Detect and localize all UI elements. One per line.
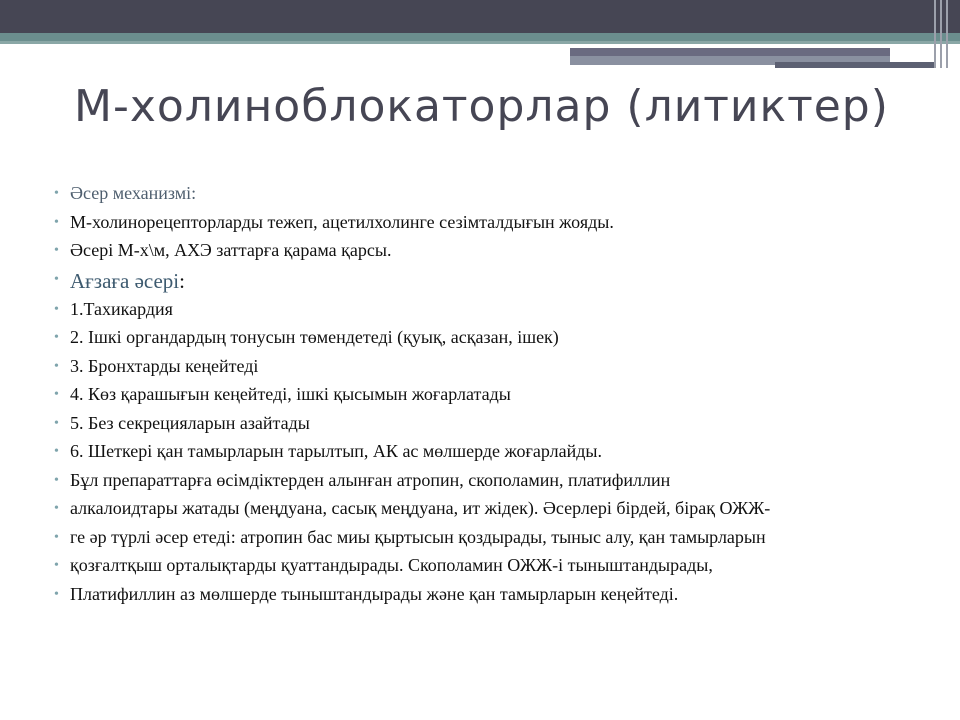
- bullet-marker-icon: •: [54, 472, 59, 488]
- bullet-text: 2. Ішкі органдардың тонусын төмендетеді (қуық, асқазан, ішек): [70, 327, 559, 347]
- bullet-item: [54, 411, 934, 436]
- bullet-marker-icon: •: [54, 243, 59, 258]
- decor-vertical-line: [946, 0, 948, 68]
- bullet-item: [54, 297, 934, 322]
- bullet-marker-icon: •: [54, 186, 59, 201]
- bullet-item: [54, 210, 934, 235]
- bullet-text: Бұл препараттарға өсімдіктерден алынған атропин, скополамин, платифиллин: [70, 469, 671, 490]
- bullet-item: [54, 525, 934, 550]
- bullet-item: [54, 496, 934, 521]
- bullet-marker-icon: •: [54, 586, 59, 602]
- bullet-item: [54, 439, 934, 464]
- bullet-suffix: :: [179, 268, 185, 293]
- decor-vertical-line: [934, 0, 936, 68]
- bullet-text: алкалоидтары жатады (меңдуана, сасық меңдуана, ит жідек). Әсерлері бірдей, бірақ ОЖЖ-: [70, 498, 771, 518]
- bullet-marker-icon: •: [54, 444, 59, 459]
- bullet-text: 4. Көз қарашығын кеңейтеді, ішкі қысымын жоғарлатады: [70, 384, 511, 404]
- top-dark-band: [0, 0, 960, 33]
- bullet-text: М-холинорецепторларды тежеп, ацетилхолинге сезімталдығын жояды.: [70, 211, 614, 232]
- bullet-text: Әсері М-х\м, АХЭ заттарға қарама қарсы.: [70, 240, 392, 260]
- top-teal-band-light: [0, 41, 960, 44]
- bullet-text: қозғалтқыш орталықтарды қуаттандырады. Скополамин ОЖЖ-і тыныштандырады,: [70, 555, 713, 575]
- bullet-item: [54, 382, 934, 407]
- decor-vertical-line: [940, 0, 942, 68]
- bullet-item: [54, 354, 934, 379]
- bullet-marker-icon: •: [54, 387, 59, 402]
- bullet-text: ге әр түрлі әсер етеді: атропин бас миы қыртысын қоздырады, тыныс алу, қан тамырларын: [70, 526, 766, 547]
- decor-accent-bar: [570, 48, 890, 56]
- bullet-item: [54, 238, 934, 263]
- bullet-text: 3. Бронхтарды кеңейтеді: [70, 355, 259, 376]
- bullet-marker-icon: •: [54, 558, 59, 573]
- bullet-item: [54, 553, 934, 578]
- bullet-item: [54, 468, 934, 493]
- bullet-text: 1.Тахикардия: [70, 298, 173, 319]
- bullet-marker-icon: •: [54, 214, 59, 230]
- bullet-text: Ағзаға әсері: [70, 268, 180, 293]
- bullet-marker-icon: •: [54, 330, 59, 345]
- bullet-marker-icon: •: [54, 415, 59, 431]
- bullet-text: Әсер механизмі:: [70, 183, 197, 203]
- bullet-text: 6. Шеткері қан тамырларын тарылтып, АК ас мөлшерде жоғарлайды.: [70, 441, 603, 461]
- bullet-item: [54, 267, 934, 295]
- bullet-item: [54, 181, 934, 206]
- bullet-marker-icon: •: [54, 301, 59, 317]
- decor-accent-bar-short: [775, 62, 935, 68]
- bullet-item: [54, 582, 934, 607]
- slide-title: М-холиноблокаторлар (литиктер): [74, 81, 889, 132]
- bullet-marker-icon: •: [54, 501, 59, 516]
- bullet-text: 5. Без секрецияларын азайтады: [70, 412, 310, 433]
- bullet-item: [54, 325, 934, 350]
- bullet-list: [54, 181, 934, 610]
- bullet-text: Платифиллин аз мөлшерде тыныштандырады және қан тамырларын кеңейтеді.: [70, 583, 679, 604]
- bullet-marker-icon: •: [54, 529, 59, 545]
- bullet-marker-icon: •: [54, 358, 59, 374]
- bullet-marker-icon: •: [54, 271, 59, 287]
